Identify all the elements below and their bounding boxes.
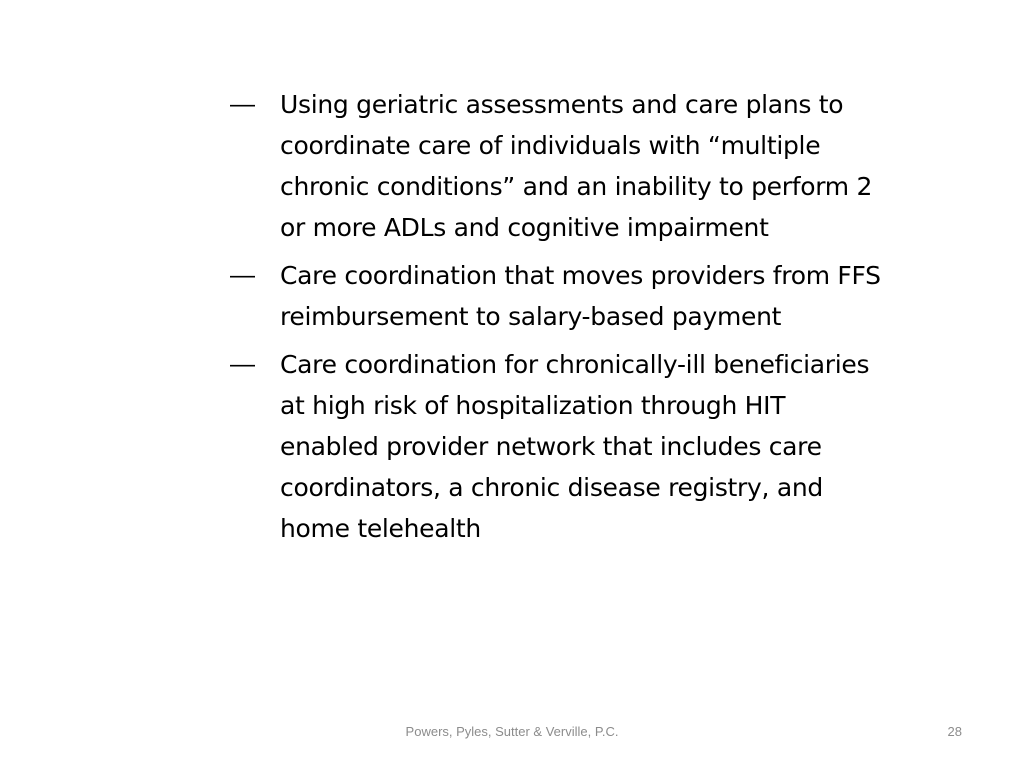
bullet-text: Care coordination that moves providers from FFS reimbursement to salary-based payment (280, 261, 881, 331)
bullet-text: Using geriatric assessments and care plans to coordinate care of individuals with “multiple chronic conditions” and an inability to perform 2 or more ADLs and cognitive impairment (280, 90, 873, 242)
page-number: 28 (947, 724, 962, 739)
bullet-item (230, 344, 890, 549)
bullet-item (230, 255, 890, 337)
em-dash-bullet-icon: — (230, 90, 255, 118)
em-dash-bullet-icon: — (230, 261, 255, 289)
em-dash-bullet-icon: — (230, 350, 255, 378)
bullet-item (230, 84, 890, 248)
bullet-list (230, 84, 890, 556)
bullet-text: Care coordination for chronically-ill beneficiaries at high risk of hospitalization through HIT enabled provider network that includes care coordinators, a chronic disease registry, and home telehealth (280, 350, 870, 543)
footer-firm-name: Powers, Pyles, Sutter & Verville, P.C. (405, 724, 619, 739)
